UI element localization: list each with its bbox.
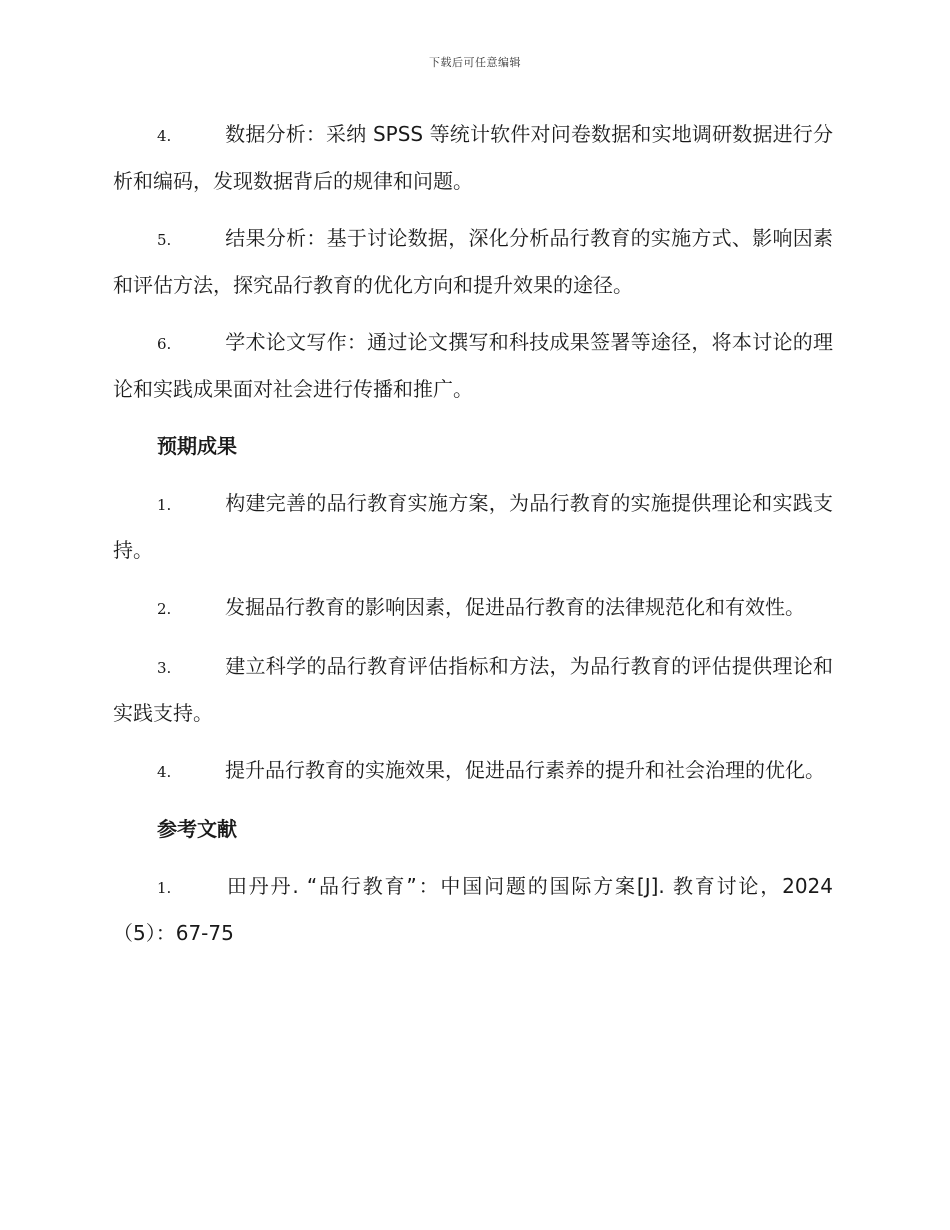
item-text: 构建完善的品行教育实施方案，为品行教育的实施提供理论和实践支持。 [113,491,833,562]
outcome-item-3 [113,644,833,736]
section-heading-outcomes: 预期成果 [157,434,237,458]
outcome-item-4 [113,748,833,795]
item-number: 1. [157,879,172,897]
method-item-6 [113,320,833,412]
document-body [113,112,833,968]
item-number: 1. [157,496,172,514]
item-number: 2. [157,600,172,618]
item-text: 结果分析：基于讨论数据，深化分析品行教育的实施方式、影响因素和评估方法，探究品行教育的优化方向和提升效果的途径。 [113,226,833,297]
item-number: 3. [157,659,172,677]
item-text: 建立科学的品行教育评估指标和方法，为品行教育的评估提供理论和实践支持。 [113,654,833,725]
reference-item-1 [113,864,833,956]
item-text: 发掘品行教育的影响因素，促进品行教育的法律规范化和有效性。 [225,595,805,619]
item-number: 6. [157,335,172,353]
item-number: 4. [157,127,172,145]
item-text: 学术论文写作：通过论文撰写和科技成果签署等途径，将本讨论的理论和实践成果面对社会进行传播和推广。 [113,330,833,401]
method-item-4 [113,112,833,204]
page-header-note: 下载后可任意编辑 [429,56,521,69]
item-text: 提升品行教育的实施效果，促进品行素养的提升和社会治理的优化。 [225,758,825,782]
outcome-item-2 [113,585,833,632]
method-item-5 [113,216,833,308]
section-heading-references: 参考文献 [157,817,237,841]
item-number: 4. [157,763,172,781]
item-text: 田丹丹. “品行教育”：中国问题的国际方案[J]. 教育讨论，2024（5）：67-75 [113,874,833,945]
item-number: 5. [157,231,172,249]
item-text: 数据分析：采纳 SPSS 等统计软件对问卷数据和实地调研数据进行分析和编码，发现数据背后的规律和问题。 [113,122,833,193]
outcome-item-1 [113,481,833,573]
